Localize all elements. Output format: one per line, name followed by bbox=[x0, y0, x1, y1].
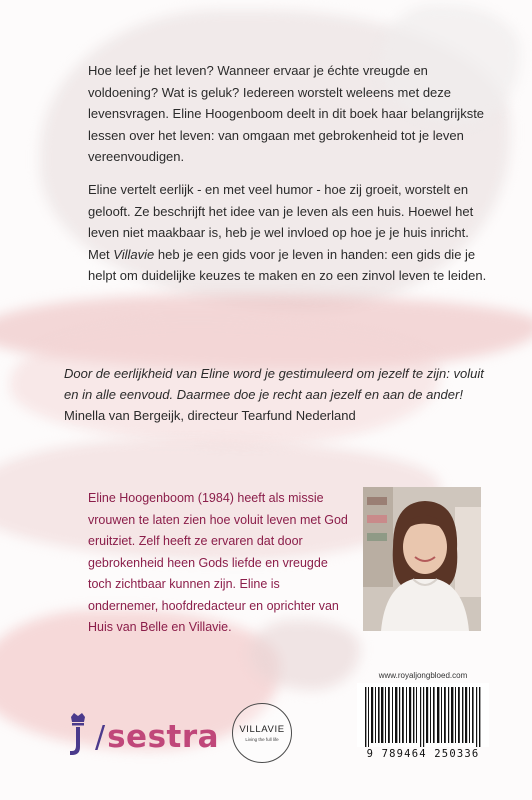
author-photo bbox=[363, 487, 481, 631]
isbn-barcode bbox=[357, 683, 489, 747]
isbn-number: 9 789464 250336 bbox=[366, 748, 480, 760]
blurb-paragraph-2-start: Eline vertelt eerlijk - en met veel humor - hoe zij groeit, worstelt en gelooft. Ze beschrijft het idee van je leven als een huis. Hoewel het leven niet maakbaar is, heb je wel invloed op hoe je je huis inricht. Met bbox=[88, 182, 474, 262]
publisher-website: www.royaljongbloed.com bbox=[378, 671, 468, 680]
publisher-logo-sestra bbox=[63, 712, 219, 762]
blurb-paragraph-1: Hoe leef je het leven? Wanneer ervaar je échte vreugde en voldoening? Wat is geluk? Iedereen worstelt weleens met deze levensvragen. Eline Hoogenboom deelt in dit boek haar belangrijkste lessen over het leven: van omgaan met gebrokenheid tot je leven vereenvoudigen. bbox=[88, 63, 485, 164]
logo-wordmark: sestra bbox=[107, 719, 220, 755]
barcode-bars bbox=[357, 683, 489, 747]
crown-j-icon bbox=[63, 711, 93, 764]
blurb-paragraph-2 bbox=[88, 179, 488, 287]
villavie-logo bbox=[232, 703, 292, 763]
quote-attribution: Minella van Bergeijk, directeur Tearfund Nederland bbox=[64, 408, 356, 423]
book-title-inline: Villavie bbox=[113, 246, 155, 262]
villavie-logo-tagline: Living the full life bbox=[245, 737, 279, 742]
endorsement-quote bbox=[64, 363, 484, 426]
villavie-logo-name: VILLAVIE bbox=[239, 724, 285, 735]
author-portrait-image bbox=[363, 487, 481, 631]
blurb-paragraph-2-end: heb je een gids voor je leven in handen: een gids die je helpt om duidelijke keuzes te maken en zo een zinvol leven te leiden. bbox=[88, 246, 487, 283]
logo-slash: / bbox=[95, 719, 106, 755]
author-bio: Eline Hoogenboom (1984) heeft als missie vrouwen te laten zien hoe voluit leven met God eruitziet. Zelf heeft ze ervaren dat door gebrokenheid heen Gods liefde en vreugde toch zichtbaar kunnen zijn. Eline is ondernemer, hoofdredacteur en oprichter van Huis van Belle en Villavie. bbox=[88, 491, 348, 634]
quote-text: Door de eerlijkheid van Eline word je gestimuleerd om jezelf te zijn: voluit en in alle eenvoud. Daarmee doe je recht aan jezelf en aan de ander! bbox=[64, 366, 484, 402]
